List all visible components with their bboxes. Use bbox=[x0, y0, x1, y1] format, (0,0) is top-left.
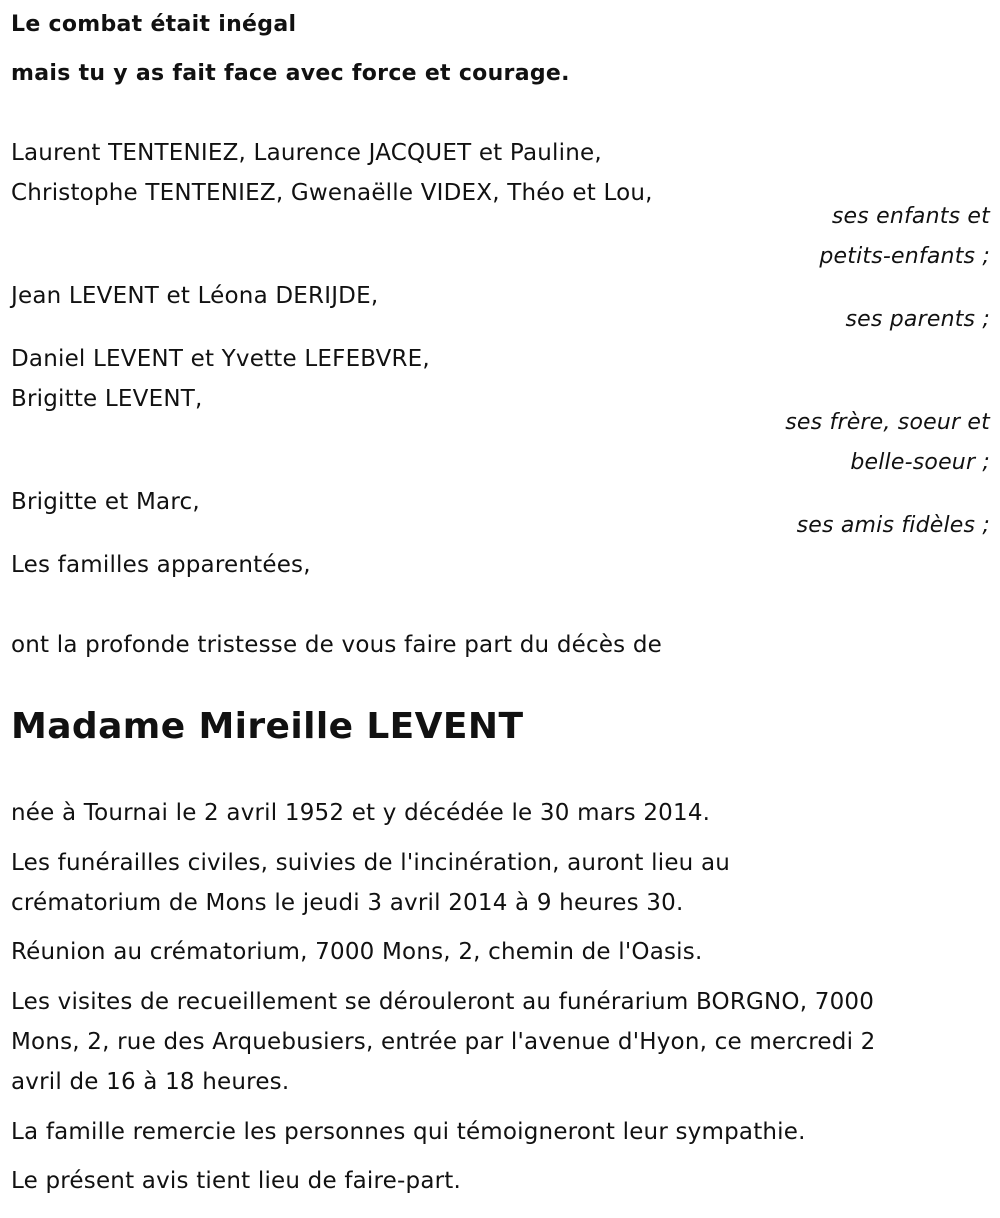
role-children-2: petits-enfants ; bbox=[819, 244, 990, 269]
notice-text: Le présent avis tient lieu de faire-part. bbox=[11, 1168, 462, 1194]
role-siblings-2: belle-soeur ; bbox=[850, 450, 990, 475]
birth-death-text: née à Tournai le 2 avril 1952 et y décédée le 30 mars 2014. bbox=[11, 800, 711, 826]
family-names-friends: Brigitte et Marc, bbox=[11, 489, 200, 515]
funeral-text-2: crématorium de Mons le jeudi 3 avril 2014 à 9 heures 30. bbox=[11, 890, 684, 916]
family-names-children-2: Christophe TENTENIEZ, Gwenaëlle VIDEX, Théo et Lou, bbox=[11, 180, 653, 206]
visits-text-2: Mons, 2, rue des Arquebusiers, entrée par l'avenue d'Hyon, ce mercredi 2 bbox=[11, 1029, 876, 1055]
family-names-children-1: Laurent TENTENIEZ, Laurence JACQUET et Pauline, bbox=[11, 140, 602, 166]
thanks-text: La famille remercie les personnes qui témoigneront leur sympathie. bbox=[11, 1119, 806, 1145]
family-names-siblings-2: Brigitte LEVENT, bbox=[11, 386, 203, 412]
meeting-text: Réunion au crématorium, 7000 Mons, 2, chemin de l'Oasis. bbox=[11, 939, 703, 965]
role-siblings-1: ses frère, soeur et bbox=[785, 410, 990, 435]
visits-text-3: avril de 16 à 18 heures. bbox=[11, 1069, 290, 1095]
family-names-parents: Jean LEVENT et Léona DERIJDE, bbox=[11, 283, 379, 309]
epigraph-line-1: Le combat était inégal bbox=[11, 12, 297, 37]
deceased-name: Madame Mireille LEVENT bbox=[11, 706, 524, 747]
family-names-related: Les familles apparentées, bbox=[11, 552, 311, 578]
epigraph-line-2: mais tu y as fait face avec force et courage. bbox=[11, 61, 570, 86]
funeral-text-1: Les funérailles civiles, suivies de l'incinération, auront lieu au bbox=[11, 850, 731, 876]
role-children-1: ses enfants et bbox=[831, 204, 990, 229]
visits-text-1: Les visites de recueillement se dérouleront au funérarium BORGNO, 7000 bbox=[11, 989, 875, 1015]
role-parents: ses parents ; bbox=[845, 307, 990, 332]
announcement-text: ont la profonde tristesse de vous faire part du décès de bbox=[11, 632, 663, 658]
role-friends: ses amis fidèles ; bbox=[796, 513, 990, 538]
family-names-siblings-1: Daniel LEVENT et Yvette LEFEBVRE, bbox=[11, 346, 430, 372]
